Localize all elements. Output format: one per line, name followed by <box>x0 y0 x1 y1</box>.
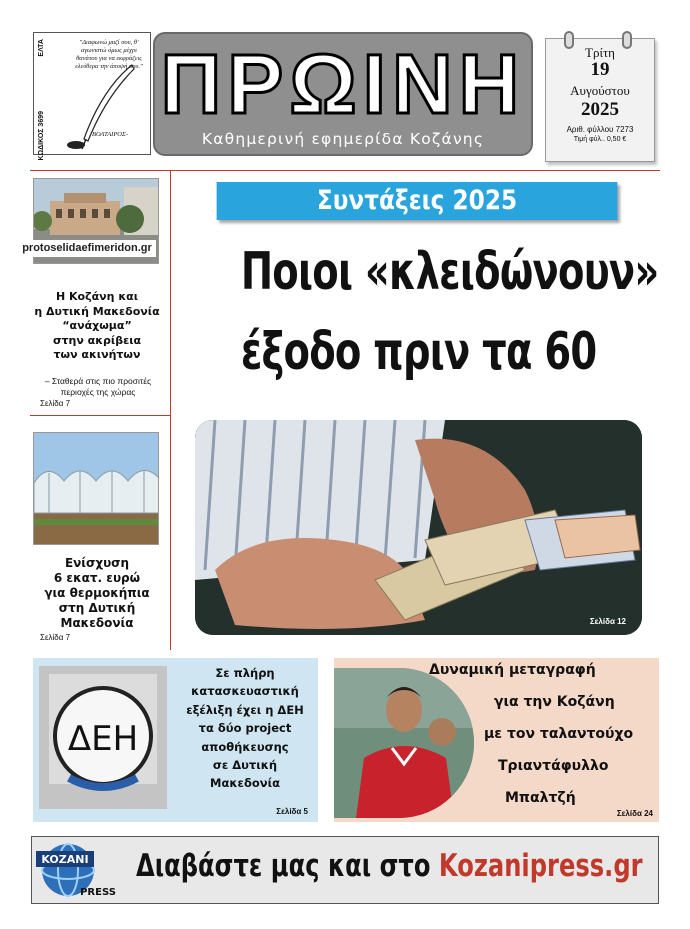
pension-money-photo[interactable] <box>195 420 642 635</box>
watermark: protoselidaefimeridon.gr <box>18 240 156 257</box>
story-line: Σε πλήρη <box>215 666 275 680</box>
day-number: 19 <box>590 59 610 80</box>
deh-story-page: Σελίδα 5 <box>276 807 308 816</box>
sport-line-1: Δυναμική μεταγραφή <box>429 662 596 678</box>
story-line: Μακεδονία <box>210 776 280 791</box>
postal-code-label: ΚΩΔΙΚΟΣ 3699 <box>38 111 45 161</box>
side-divider <box>30 415 170 416</box>
headline-line: η Δυτική Μακεδονία <box>34 304 160 318</box>
deh-story-box[interactable] <box>33 658 318 822</box>
story-line: αποθήκευσης <box>201 739 289 754</box>
side-story-1-headline[interactable] <box>33 290 161 363</box>
deh-story-text <box>176 664 314 793</box>
banner-text <box>136 848 643 884</box>
svg-text:PRESS: PRESS <box>80 887 116 898</box>
football-player-photo <box>334 668 474 818</box>
date-calendar <box>545 38 655 162</box>
kozanipress-banner[interactable] <box>31 836 659 904</box>
story-line: εξέλιξη έχει η ΔΕΗ <box>186 702 304 717</box>
headline-line: για θερμοκήπια <box>44 586 150 600</box>
quote-author: ΒΟΛΤΑΙΡΟΣ- <box>92 131 129 138</box>
column-divider <box>170 170 171 650</box>
story-line: κατασκευαστική <box>191 684 299 699</box>
sport-line-5: Μπαλτζή <box>505 790 576 806</box>
main-headline-line-2[interactable]: έξοδο πριν τα 60 <box>240 322 597 382</box>
banner-slogan: Διαβάστε μας και στο <box>136 848 431 884</box>
sport-line-2: για την Κοζάνη <box>494 694 615 710</box>
issue-price: Τιμή φύλ.. 0,50 € <box>573 136 627 143</box>
svg-text:KOZANI: KOZANI <box>41 853 89 866</box>
newspaper-subtitle: Καθημερινή εφημερίδα Κοζάνης <box>201 130 485 148</box>
deh-logo-photo <box>39 666 167 809</box>
month: Αυγούστου <box>570 83 630 98</box>
weekday: Τρίτη <box>585 45 615 60</box>
headline-line: των ακινήτων <box>53 348 141 361</box>
sport-story-box[interactable] <box>334 658 659 822</box>
main-kicker: Συντάξεις 2025 <box>217 182 618 220</box>
side-story-1-page: Σελίδα 7 <box>40 399 71 408</box>
elta-label: ΕΛΤΑ <box>38 39 45 57</box>
headline-line: “ανάχωμα” <box>62 319 132 332</box>
side-story-2-page: Σελίδα 7 <box>40 633 71 642</box>
sport-line-3: με τον ταλαντούχο <box>484 726 634 742</box>
main-story-page: Σελίδα 12 <box>589 617 626 626</box>
story-line: σε Δυτική <box>212 758 278 773</box>
greenhouse-photo[interactable] <box>33 432 159 545</box>
sport-story-page: Σελίδα 24 <box>616 809 653 818</box>
sport-line-4: Τριαντάφυλλο <box>498 758 609 774</box>
headline-line: Μακεδονία <box>60 616 134 630</box>
story-line: τα δύο project <box>198 721 292 736</box>
year: 2025 <box>581 99 619 120</box>
main-headline-line-1[interactable]: Ποιοι «κλειδώνουν» <box>240 242 659 302</box>
voltaire-quote: "Διαφωνώ μαζί σου, θ' αγωνιστώ όμως μέχρι θανάτου για να εκφράζεις ελεύθερα την άποψή σου." <box>75 39 143 70</box>
masthead[interactable] <box>153 32 533 156</box>
issue-number: Αριθ. φύλλου 7273 <box>566 125 634 134</box>
headline-line: 6 εκατ. ευρώ <box>53 571 141 585</box>
headline-line: στην ακρίβεια <box>52 333 142 347</box>
side-story-2-headline[interactable] <box>33 556 161 631</box>
headline-line: Ενίσχυση <box>64 556 130 570</box>
newspaper-title: ΠΡΩΙΝΗ <box>160 37 526 131</box>
quote-box <box>33 32 151 161</box>
banner-site-link[interactable]: Kozanipress.gr <box>438 848 643 884</box>
deh-logo-text: ΔΕΗ <box>67 719 139 759</box>
side-story-1-subtitle: – Σταθερά στις πιο προσιτές περιοχές της χώρας <box>44 376 152 397</box>
header-divider <box>30 170 660 171</box>
headline-line: Η Κοζάνη και <box>56 290 138 303</box>
headline-line: στη Δυτική <box>58 601 136 615</box>
kozanipress-logo-icon <box>32 837 124 903</box>
